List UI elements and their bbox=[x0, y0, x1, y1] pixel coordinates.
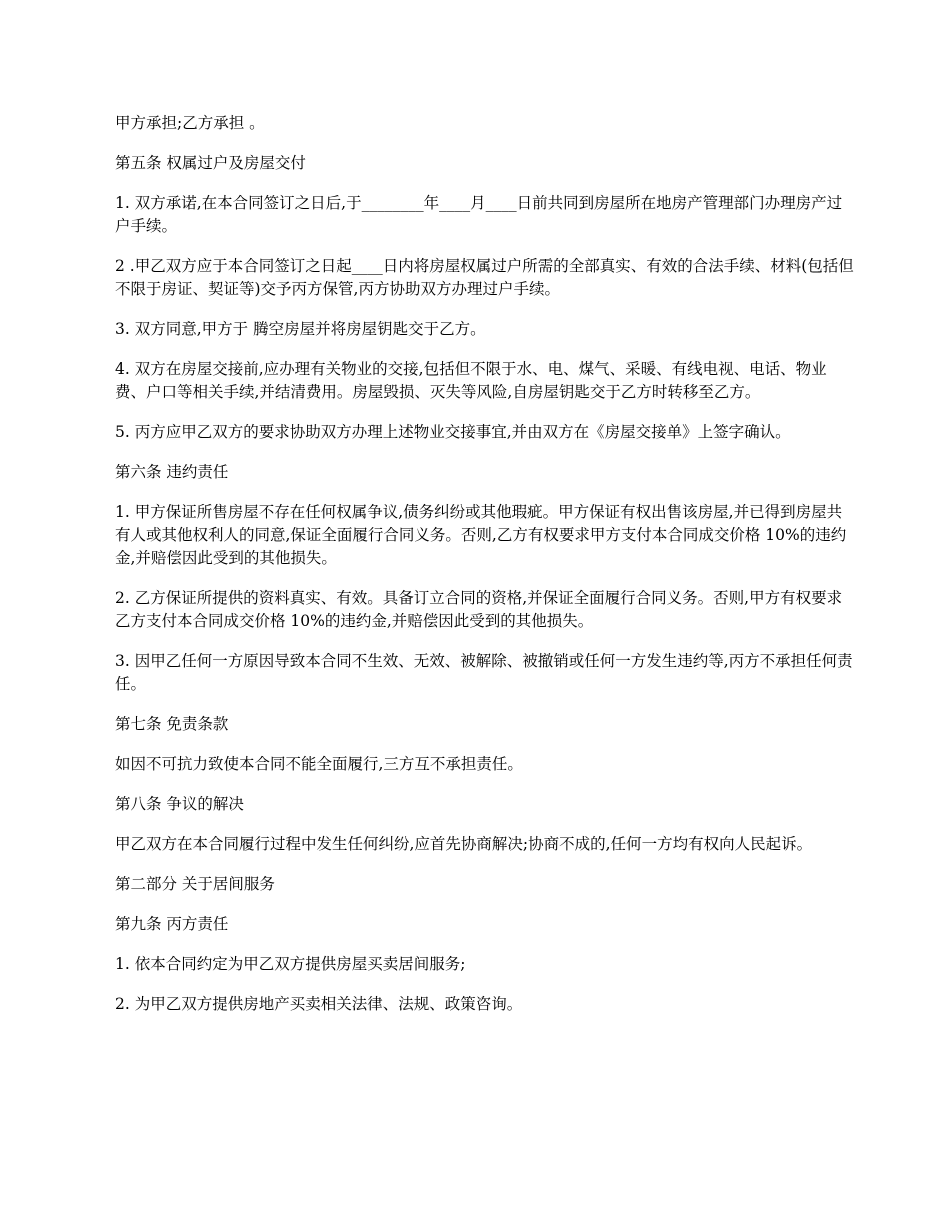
document-page bbox=[115, 112, 855, 1033]
section-heading-article-6: 第六条 违约责任 bbox=[115, 463, 229, 481]
clause-5-2: 2 .甲乙双方应于本合同签订之日起____日内将房屋权属过户所需的全部真实、有效的合法手续、材料(包括但不限于房证、契证等)交予丙方保管,丙方协助双方办理过户手续。 bbox=[115, 257, 854, 298]
clause-8-body: 甲乙双方在本合同履行过程中发生任何纠纷,应首先协商解决;协商不成的,任何一方均有权向人民起诉。 bbox=[115, 835, 813, 853]
clause-7-body: 如因不可抗力致使本合同不能全面履行,三方互不承担责任。 bbox=[115, 755, 523, 773]
section-heading-article-5: 第五条 权属过户及房屋交付 bbox=[115, 154, 306, 172]
clause-5-5: 5. 丙方应甲乙双方的要求协助双方办理上述物业交接事宜,并由双方在《房屋交接单》上签字确认。 bbox=[115, 423, 791, 441]
section-heading-article-7: 第七条 免责条款 bbox=[115, 715, 229, 733]
clause-9-2: 2. 为甲乙双方提供房地产买卖相关法律、法规、政策咨询。 bbox=[115, 995, 523, 1013]
text-line-party-a-b-burden: 甲方承担;乙方承担 。 bbox=[115, 114, 265, 132]
clause-5-1: 1. 双方承诺,在本合同签订之日后,于________年____月____日前共同到房屋所在地房产管理部门办理房产过户手续。 bbox=[115, 194, 843, 235]
clause-9-1: 1. 依本合同约定为甲乙双方提供房屋买卖居间服务; bbox=[115, 955, 466, 973]
clause-5-3: 3. 双方同意,甲方于 腾空房屋并将房屋钥匙交于乙方。 bbox=[115, 320, 486, 338]
section-heading-article-8: 第八条 争议的解决 bbox=[115, 795, 244, 813]
clause-6-3: 3. 因甲乙任何一方原因导致本合同不生效、无效、被解除、被撤销或任何一方发生违约等,丙方不承担任何责任。 bbox=[115, 652, 853, 693]
clause-5-4: 4. 双方在房屋交接前,应办理有关物业的交接,包括但不限于水、电、煤气、采暖、有线电视、电话、物业费、户口等相关手续,并结清费用。房屋毁损、灭失等风险,自房屋钥匙交于乙方时转移至乙方。 bbox=[115, 360, 827, 401]
clause-6-1: 1. 甲方保证所售房屋不存在任何权属争议,债务纠纷或其他瑕疵。甲方保证有权出售该房屋,并已得到房屋共有人或其他权利人的同意,保证全面履行合同义务。否则,乙方有权要求甲方支付本合同成交价格 10%的违约金,并赔偿因此受到的其他损失。 bbox=[115, 503, 847, 567]
part-heading-part-2: 第二部分 关于居间服务 bbox=[115, 875, 275, 893]
section-heading-article-9: 第九条 丙方责任 bbox=[115, 915, 229, 933]
clause-6-2: 2. 乙方保证所提供的资料真实、有效。具备订立合同的资格,并保证全面履行合同义务。否则,甲方有权要求乙方支付本合同成交价格 10%的违约金,并赔偿因此受到的其他损失。 bbox=[115, 589, 843, 630]
